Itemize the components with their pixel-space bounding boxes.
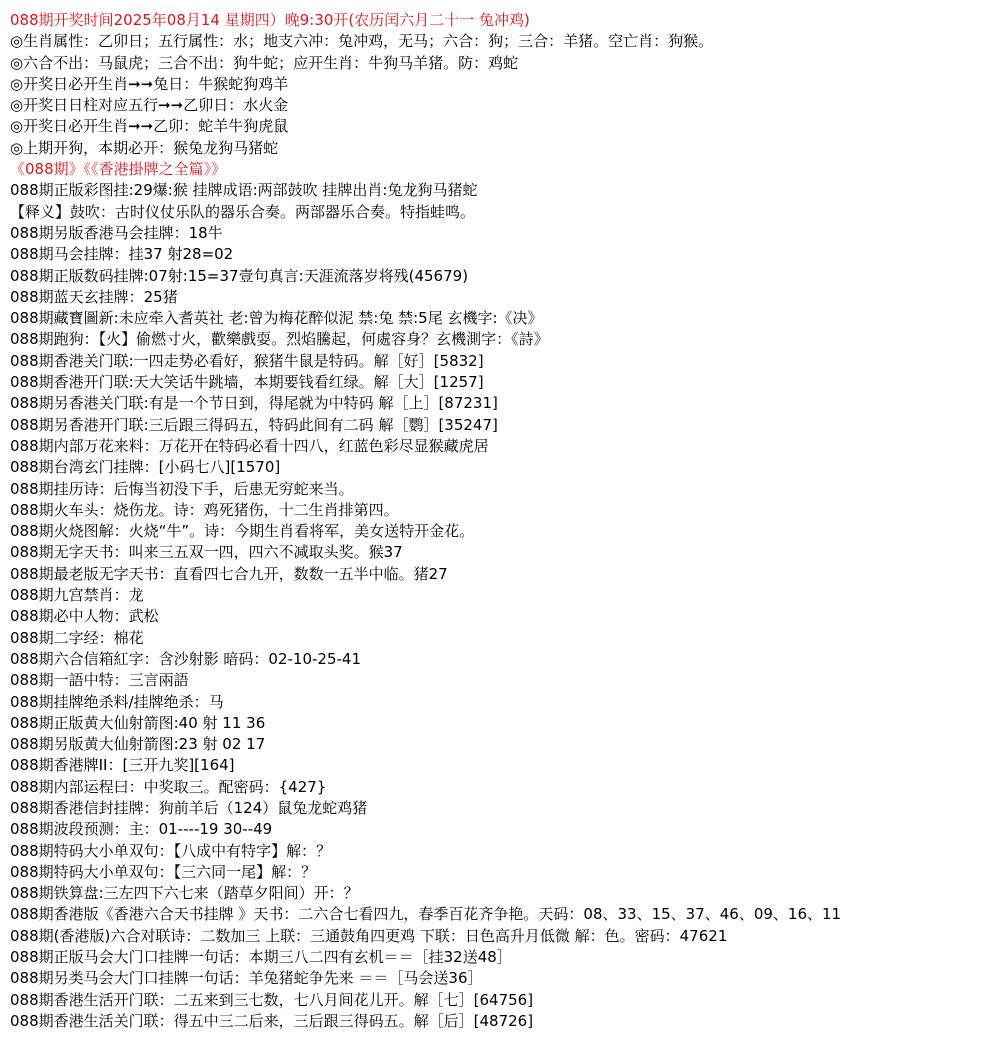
- prediction-item: 088期香港生活关门联：得五中三二后来，三后跟三得码五。解［后］[48726]: [10, 1011, 534, 1030]
- draw-time-header: 088期开奖时间2025年08月14 星期四）晚9:30开(农历闰六月二十一 兔冲鸡): [10, 11, 530, 29]
- prediction-list: [10, 180, 1000, 1032]
- prediction-item: 088期蓝天玄挂牌：25猪: [10, 287, 178, 306]
- attribute-line: ◎开奖日日柱对应五行➞➞乙卯日：水火金: [10, 96, 289, 115]
- prediction-item: 088期另版黄大仙射箭图:23 射 02 17: [10, 735, 266, 754]
- prediction-item: 088期(香港版)六合对联诗：二数加三 上联：三通鼓角四更鸡 下联：日色高升月低微 解：色。密码：47621: [10, 926, 728, 945]
- attribute-line: ◎生肖属性：乙卯日；五行属性：水；地支六冲：兔冲鸡，无马；六合：狗；三合：羊猪。空亡肖：狗猴。: [10, 32, 714, 51]
- prediction-item: 088期正版数码挂牌:07射:15=37壹句真言:天涯流落岁将残(45679): [10, 266, 469, 285]
- day-attributes-block: [10, 31, 1000, 159]
- prediction-item: 088期正版马会大门口挂牌一句话：本期三八二四有玄机＝＝［挂32送48］: [10, 948, 512, 967]
- prediction-item: 088期另香港开门联:三后跟三得码五，特码此间有二码 解［鹦］[35247]: [10, 415, 498, 434]
- attribute-line: ◎上期开狗，本期必开：猴兔龙狗马猪蛇: [10, 138, 279, 157]
- prediction-item: 088期火烧图解：火烧“牛”。诗：今期生肖看将军，美女送特开金花。: [10, 522, 475, 541]
- attribute-line: ◎开奖日必开生肖➞➞兔日：牛猴蛇狗鸡羊: [10, 74, 289, 93]
- prediction-item: 088期香港信封挂牌：狗前羊后（124）鼠兔龙蛇鸡猪: [10, 798, 368, 817]
- prediction-item: 088期香港关门联:一四走势必看好，猴猪牛鼠是特码。解［好］[5832]: [10, 351, 484, 370]
- prediction-item: 088期挂牌绝杀料/挂牌绝杀：马: [10, 692, 224, 711]
- prediction-item: 088期正版彩图挂:29爆:猴 挂牌成语:两部鼓吹 挂牌出肖:兔龙狗马猪蛇: [10, 181, 478, 200]
- prediction-item: 088期内部运程曰：中奖取三。配密码：{427}: [10, 777, 327, 796]
- attribute-line: ◎六合不出：马鼠虎；三合不出：狗牛蛇；应开生肖：牛狗马羊猪。防：鸡蛇: [10, 53, 519, 72]
- attribute-line: ◎开奖日必开生肖➞➞乙卯：蛇羊牛狗虎鼠: [10, 117, 289, 136]
- prediction-item: 088期无字天书：叫来三五双一四，四六不减取头奖。猴37: [10, 543, 403, 562]
- prediction-item: 088期火车头：烧伤龙。诗：鸡死猪伤，十二生肖排第四。: [10, 500, 399, 519]
- prediction-item: 088期波段预测：主：01----19 30--49: [10, 820, 273, 839]
- prediction-item: 088期一語中特：三言兩語: [10, 671, 189, 690]
- prediction-item: 088期藏寶圖新:未应牵入耆英社 老:曾为梅花醉似泥 禁:兔 禁:5尾 玄機字:《决》: [10, 309, 543, 328]
- prediction-item: 088期二字经：棉花: [10, 628, 144, 647]
- prediction-item: 088期六合信箱紅字：含沙射影 暗码：02-10-25-41: [10, 649, 361, 668]
- prediction-item: 088期台湾玄门挂牌：[小码七八][1570]: [10, 458, 281, 477]
- prediction-item: 088期必中人物：武松: [10, 607, 159, 626]
- prediction-item: 088期特码大小单双句：【八成中有特字】解：？: [10, 841, 332, 860]
- prediction-item: 088期另类马会大门口挂牌一句话：羊兔猪蛇争先来 ＝＝［马会送36］: [10, 969, 483, 988]
- prediction-item: 088期另香港关门联:有是一个节日到，得尾就为中特码 解［上］[87231]: [10, 394, 498, 413]
- prediction-item: 088期香港版《香港六合天书挂牌 》天书：二六合七看四九，春季百花齐争艳。天码：08、33、15、37、46、09、16、11: [10, 905, 842, 924]
- prediction-item: 【释义】鼓吹：古时仪仗乐队的器乐合奏。两部器乐合奏。特指蛙鸣。: [10, 202, 476, 221]
- prediction-item: 088期跑狗：【火】偷燃寸火，歡樂戲耍。烈焰騰起，何處容身？玄機測字：《詩》: [10, 330, 549, 349]
- prediction-item: 088期九宫禁肖：龙: [10, 586, 144, 605]
- prediction-item: 088期特码大小单双句：【三六同一尾】解：？: [10, 862, 317, 881]
- prediction-item: 088期内部万花来料：万花开在特码必看十四八，红蓝色彩尽显猴藏虎居: [10, 436, 489, 455]
- prediction-item: 088期马会挂牌：挂37 射28=02: [10, 245, 234, 264]
- prediction-item: 088期香港牌II：[三开九奖][164]: [10, 756, 235, 775]
- section-title: 《088期》《《香港掛牌之全篇》》: [10, 160, 227, 179]
- prediction-item: 088期铁算盘:三左四下六七来（踏草夕阳间）开：？: [10, 884, 359, 903]
- prediction-item: 088期另版香港马会挂牌：18牛: [10, 223, 223, 242]
- prediction-item: 088期挂历诗：后悔当初没下手，后患无穷蛇来当。: [10, 479, 354, 498]
- prediction-item: 088期最老版无字天书：直看四七合九开，数数一五半中临。猪27: [10, 564, 448, 583]
- prediction-item: 088期香港开门联:天大笑话牛跳墙，本期要钱看红绿。解［大］[1257]: [10, 373, 484, 392]
- prediction-item: 088期香港生活开门联：二五来到三七数，七八月间花儿开。解［七］[64756]: [10, 990, 534, 1009]
- prediction-item: 088期正版黄大仙射箭图:40 射 11 36: [10, 713, 266, 732]
- lottery-document: [10, 10, 1000, 1032]
